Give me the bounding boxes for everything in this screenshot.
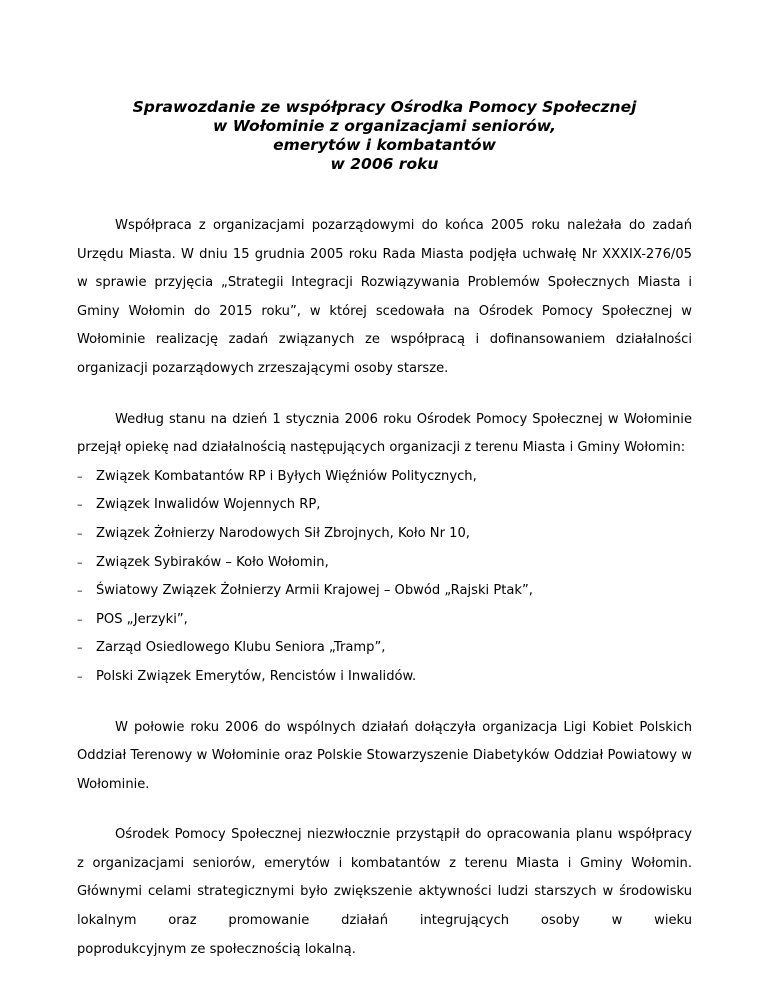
list-item [77,606,692,635]
paragraph-cooperation-plan: Ośrodek Pomocy Społecznej niezwłocznie przystąpił do opracowania planu współpracy z organizacjami seniorów, emerytów i kombatantów z terenu Miasta i Gminy Wołomin. Głównymi celami strategicznymi było zwiększenie aktywności ludzi starszych w środowisku lokalnym oraz promowanie działań integrujących osoby w wieku [77,827,692,929]
paragraph-cooperation-history: Współpraca z organizacjami pozarządowymi do końca 2005 roku należała do zadań Urzędu Miasta. W dniu 15 grudnia 2005 roku Rada Miasta podjęła uchwałę Nr XXXIX-276/05 w sprawie przyjęcia „Strategii Integracji Rozwiązywania Problemów Społecznych Miasta i Gminy Wołomin do 2015 roku”, w której scedowała na Ośrodek Pomocy Społecznej w Wołominie realizację zadań związanych ze współpracą i dofinansowaniem działalności organizacji pozarządowych zrzeszającymi osoby starsze. [77,218,692,376]
dash-bullet: – [77,555,83,569]
paragraph-organizations-intro: Według stanu na dzień 1 stycznia 2006 roku Ośrodek Pomocy Społecznej w Wołominie przejął opiekę nad działalnością następujących organizacji z terenu Miasta i Gminy Wołomin: [77,411,692,456]
dash-bullet: – [77,612,83,626]
organization-name: Związek Kombatantów RP i Byłych Więźniów Politycznych, [96,468,477,484]
organization-name: Światowy Związek Żołnierzy Armii Krajowej – Obwód „Rajski Ptak”, [96,583,533,599]
dash-bullet: – [77,584,83,598]
title-line-2: w Wołominie z organizacjami seniorów, [213,117,556,135]
dash-bullet: – [77,469,83,483]
title-line-1: Sprawozdanie ze współpracy Ośrodka Pomocy Społecznej [132,98,637,116]
title-line-4: w 2006 roku [330,155,439,173]
list-item [77,577,692,606]
dash-bullet: – [77,641,83,655]
document-title [77,98,692,174]
list-item [77,463,692,492]
dash-bullet: – [77,526,83,540]
organization-name: Polski Związek Emerytów, Rencistów i Inwalidów. [96,668,417,684]
title-line-3: emerytów i kombatantów [273,136,496,154]
document-page [77,98,692,964]
organization-name: Związek Inwalidów Wojennych RP, [96,497,321,513]
spacer [77,799,692,821]
spacer [77,692,692,714]
organization-name: POS „Jerzyki”, [96,611,188,627]
paragraph-cooperation-plan-end: poprodukcyjnym ze społecznością lokalną. [77,941,356,957]
organizations-list [77,463,692,692]
dash-bullet: – [77,669,83,683]
list-item [77,549,692,578]
organization-name: Związek Sybiraków – Koło Wołomin, [96,554,329,570]
paragraph-new-organizations: W połowie roku 2006 do wspólnych działań dołączyła organizacja Ligi Kobiet Polskich Oddział Terenowy w Wołominie oraz Polskie Stowarzyszenie Diabetyków Oddział Powiatowy w Wołominie. [77,719,692,792]
organization-name: Zarząd Osiedlowego Klubu Seniora „Tramp”, [96,640,386,656]
dash-bullet: – [77,498,83,512]
organization-name: Związek Żołnierzy Narodowych Sił Zbrojnych, Koło Nr 10, [96,525,470,541]
spacer [77,384,692,406]
list-item [77,634,692,663]
list-item [77,663,692,692]
list-item [77,520,692,549]
list-item [77,491,692,520]
